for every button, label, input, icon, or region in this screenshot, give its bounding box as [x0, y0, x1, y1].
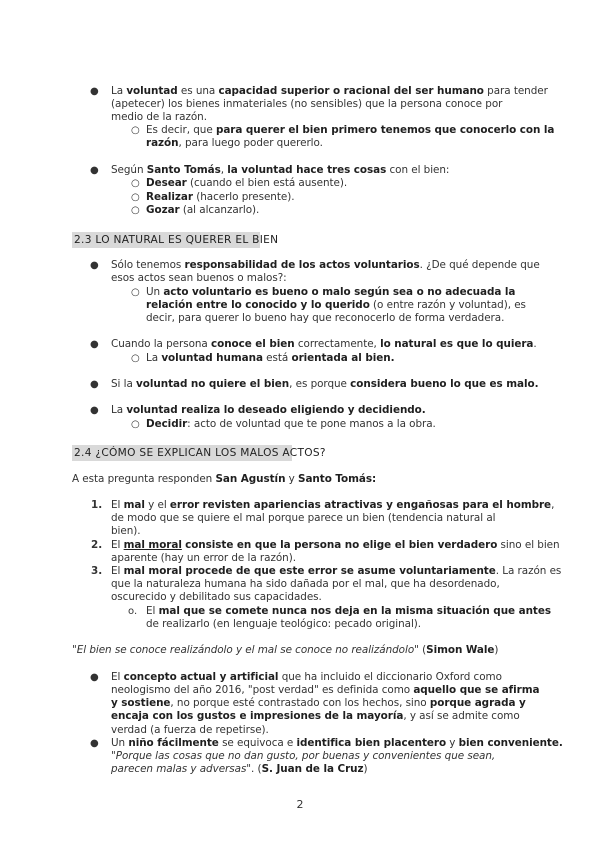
text-segment: . La razón es — [495, 565, 562, 577]
sub-bullet-icon: ○ — [131, 125, 140, 136]
text-segment: de modo que se quiere el mal porque parece un bien (tendencia natural al — [111, 512, 496, 524]
text-line — [111, 499, 554, 512]
text-segment: mal moral — [123, 539, 182, 551]
text-segment: para querer el bien primero tenemos que conocerlo con la — [215, 124, 555, 136]
text-segment: voluntad no quiere el bien — [136, 378, 290, 390]
text-segment: Gozar — [146, 204, 180, 216]
text-segment: , — [551, 499, 555, 511]
text-line — [111, 525, 141, 538]
bullet-icon: ● — [90, 260, 99, 271]
text-segment: La — [146, 352, 162, 364]
text-segment: se equivoca e — [218, 737, 297, 749]
text-segment: : acto de voluntad que te pone manos a la obra. — [187, 418, 436, 430]
bullet-icon: ● — [90, 672, 99, 683]
text-segment: Un — [146, 286, 164, 298]
text-segment: oscurecido y debilitado sus capacidades. — [111, 591, 322, 603]
text-segment: medio de la razón. — [111, 111, 207, 123]
text-line — [146, 204, 259, 217]
text-line — [111, 85, 548, 98]
text-segment: porque agrada y — [429, 697, 526, 709]
text-segment: "Porque las cosas que no dan gusto, por buenas y convenientes que sean, — [111, 750, 496, 762]
bullet-icon: ● — [90, 339, 99, 350]
text-segment: ) — [494, 644, 499, 656]
text-segment: bien). — [111, 525, 141, 537]
text-segment: que la naturaleza humana ha sido dañada por el mal, que ha desordenado, — [111, 578, 500, 590]
text-segment: , es porque — [289, 378, 351, 390]
text-line — [146, 352, 394, 365]
text-segment: identifica bien placentero — [296, 737, 447, 749]
text-line — [111, 684, 539, 697]
text-line — [111, 710, 520, 723]
text-line — [72, 473, 376, 486]
text-segment: correctamente, — [294, 338, 381, 350]
text-line — [146, 286, 515, 299]
text-segment: (o entre razón y voluntad), es — [369, 299, 526, 311]
text-line — [111, 98, 502, 111]
text-segment: ) — [363, 763, 368, 775]
bullet-icon: ● — [90, 165, 99, 176]
text-segment: la voluntad hace tres cosas — [227, 164, 387, 176]
text-segment: concepto actual y artificial — [123, 671, 279, 683]
text-segment: . — [533, 338, 537, 350]
text-segment: y el — [144, 499, 170, 511]
text-segment: Realizar — [146, 191, 193, 203]
sub-bullet-icon: ○ — [131, 287, 140, 298]
text-line — [111, 671, 502, 684]
text-segment: mal — [123, 499, 145, 511]
bullet-icon: ● — [90, 86, 99, 97]
text-line — [111, 539, 560, 552]
text-line — [111, 697, 526, 710]
text-segment: A esta pregunta responden — [72, 473, 216, 485]
text-line — [111, 591, 322, 604]
text-segment: . ¿De qué depende que — [419, 259, 540, 271]
text-segment: y sostiene — [111, 697, 171, 709]
text-segment: voluntad realiza lo deseado eligiendo y decidiendo. — [126, 404, 426, 416]
text-line — [111, 552, 296, 565]
text-segment: "El bien se conoce realizándolo y el mal se conoce no realizándolo" — [72, 644, 419, 656]
text-segment: San Agustín — [215, 473, 286, 485]
text-segment: (hacerlo presente). — [192, 191, 295, 203]
text-line — [111, 378, 538, 391]
text-segment: La — [111, 404, 127, 416]
text-line — [111, 724, 269, 737]
text-line — [146, 177, 347, 190]
bullet-icon: ● — [90, 379, 99, 390]
sub-bullet-letter: o. — [128, 606, 138, 617]
text-segment: Desear — [146, 177, 187, 189]
text-segment: Es decir, que — [146, 124, 216, 136]
bullet-icon: ● — [90, 405, 99, 416]
text-segment: voluntad — [126, 85, 178, 97]
text-segment: Santo Tomás — [146, 164, 221, 176]
text-segment: lo natural es que lo quiera — [380, 338, 534, 350]
text-line — [146, 418, 436, 431]
section-heading: 2.3 LO NATURAL ES QUERER EL BIEN — [74, 234, 279, 246]
list-number: 1. — [91, 499, 103, 511]
text-segment: consiste en que la persona no elige el bien verdadero — [185, 539, 498, 551]
text-segment: El — [111, 671, 124, 683]
text-segment: con el bien: — [386, 164, 450, 176]
text-segment: es una — [177, 85, 219, 97]
text-line — [111, 512, 495, 525]
text-line — [111, 750, 495, 763]
text-line — [111, 565, 561, 578]
text-segment: voluntad humana — [161, 352, 263, 364]
text-line — [146, 137, 323, 150]
list-number: 3. — [91, 565, 103, 577]
bullet-icon: ● — [90, 738, 99, 749]
text-segment: esos actos sean buenos o malos?: — [111, 272, 287, 284]
text-segment: capacidad superior o racional del ser humano — [218, 85, 484, 97]
text-segment: (al alcanzarlo). — [179, 204, 260, 216]
text-line — [111, 404, 426, 417]
text-segment: Santo Tomás: — [298, 473, 377, 485]
text-line — [146, 605, 551, 618]
text-segment: El — [111, 539, 124, 551]
sub-bullet-icon: ○ — [131, 419, 140, 430]
text-segment: S. Juan de la Cruz — [261, 763, 364, 775]
sub-bullet-icon: ○ — [131, 178, 140, 189]
text-line — [146, 299, 526, 312]
text-segment: , para luego poder quererlo. — [178, 137, 323, 149]
text-line — [111, 259, 540, 272]
text-line — [111, 763, 368, 776]
text-segment: razón — [146, 137, 179, 149]
text-segment: considera bueno lo que es malo. — [350, 378, 539, 390]
text-segment: , y así se admite como — [403, 710, 520, 722]
text-segment: Decidir — [146, 418, 188, 430]
text-segment: El — [111, 565, 124, 577]
text-line — [111, 111, 207, 124]
text-segment: parecen malas y adversas" — [111, 763, 252, 775]
text-line — [111, 338, 537, 351]
text-segment: orientada al bien. — [291, 352, 395, 364]
text-line — [111, 737, 563, 750]
text-segment: decir, para querer lo bueno hay que reconocerlo de forma verdadera. — [146, 312, 505, 324]
text-segment: ( — [418, 644, 427, 656]
text-segment: , no porque esté contrastado con los hechos, sino — [170, 697, 430, 709]
text-segment: sino el bien — [497, 539, 560, 551]
text-segment: aquello que se afirma — [413, 684, 540, 696]
text-segment: error — [169, 499, 200, 511]
text-segment: Según — [111, 164, 147, 176]
text-segment: acto voluntario es bueno o malo según sea o no adecuada la — [163, 286, 516, 298]
list-number: 2. — [91, 539, 103, 551]
text-segment: que ha incluido el diccionario Oxford como — [278, 671, 502, 683]
text-segment: mal moral procede de que este error se asume voluntariamente — [123, 565, 496, 577]
text-segment: encaja con los gustos e impresiones de la mayoría — [111, 710, 404, 722]
text-segment: Simon Wale — [426, 644, 495, 656]
quote-line — [72, 644, 498, 657]
text-segment: y — [446, 737, 459, 749]
text-line — [146, 191, 294, 204]
text-segment: niño fácilmente — [128, 737, 219, 749]
text-segment: Si la — [111, 378, 137, 390]
text-segment: , — [220, 164, 228, 176]
text-segment: está — [262, 352, 292, 364]
text-segment: . ( — [251, 763, 262, 775]
text-line — [146, 124, 554, 137]
text-line — [146, 618, 421, 631]
text-segment: de realizarlo (en lenguaje teológico: pecado original). — [146, 618, 422, 630]
text-segment: bien conveniente. — [458, 737, 563, 749]
text-segment: para tender — [483, 85, 548, 97]
sub-bullet-icon: ○ — [131, 205, 140, 216]
text-segment: Un — [111, 737, 129, 749]
text-segment: Cuando la persona — [111, 338, 211, 350]
text-segment: Sólo tenemos — [111, 259, 185, 271]
text-segment: mal que se comete nunca nos deja en la misma situación que antes — [158, 605, 551, 617]
sub-bullet-icon: ○ — [131, 353, 140, 364]
text-segment: aparente (hay un error de la razón). — [111, 552, 296, 564]
text-line — [111, 578, 500, 591]
text-segment: responsabilidad de los actos voluntarios — [184, 259, 420, 271]
text-segment: relación entre lo conocido y lo querido — [146, 299, 370, 311]
text-segment: conoce el bien — [211, 338, 295, 350]
text-line — [111, 164, 449, 177]
text-segment: (apetecer) los bienes inmateriales (no sensibles) que la persona conoce por — [111, 98, 503, 110]
text-segment: (cuando el bien está ausente). — [186, 177, 348, 189]
text-segment: El — [111, 499, 124, 511]
text-line — [111, 272, 287, 285]
section-heading: 2.4 ¿CÓMO SE EXPLICAN LOS MALOS ACTOS? — [74, 447, 326, 459]
text-segment: El — [146, 605, 159, 617]
text-segment: revisten apariencias atractivas y engañosas para el hombre — [202, 499, 552, 511]
text-segment: verdad (a fuerza de repetirse). — [111, 724, 269, 736]
text-line — [146, 312, 504, 325]
text-segment: y — [285, 473, 299, 485]
sub-bullet-icon: ○ — [131, 192, 140, 203]
text-segment: neologismo del año 2016, "post verdad" es definida como — [111, 684, 414, 696]
page-number: 2 — [296, 798, 304, 811]
text-segment: La — [111, 85, 127, 97]
